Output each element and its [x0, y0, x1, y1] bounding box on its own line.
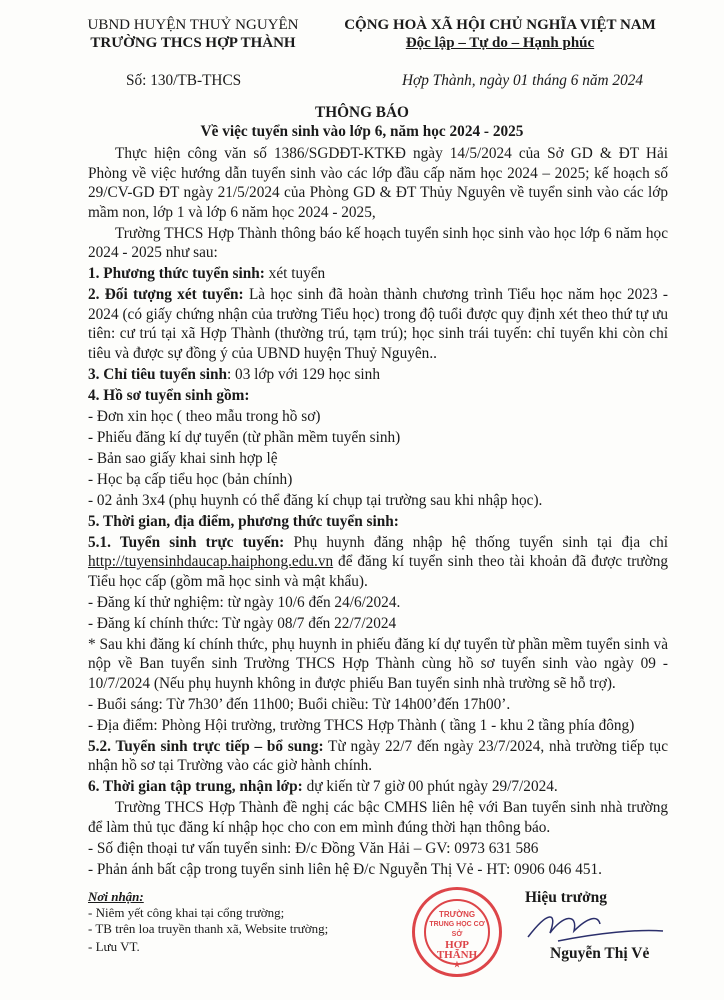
signer-role: Hiệu trưởng: [525, 889, 608, 906]
star-icon: ★: [453, 960, 461, 969]
section-label: 5.1. Tuyển sinh trực tuyến:: [88, 533, 285, 551]
section-label: 4. Hồ sơ tuyển sinh gồm:: [88, 386, 250, 404]
section-2: [88, 285, 668, 363]
signature-area: [88, 887, 668, 979]
seal-text: HỢP THÀNH: [436, 939, 478, 961]
section-label: 5. Thời gian, địa điểm, phương thức tuyển sinh:: [88, 512, 399, 530]
place-date: Hợp Thành, ngày 01 tháng 6 năm 2024: [402, 72, 644, 89]
section-text: dự kiến từ 7 giờ 00 phút ngày 29/7/2024.: [302, 778, 558, 795]
section-4: [88, 386, 668, 406]
section-text: xét tuyển: [264, 265, 326, 282]
document-body: [88, 144, 668, 979]
section-6: [88, 777, 668, 797]
recipient-item: - Niêm yết công khai tại cổng trường;: [88, 905, 285, 920]
contact-feedback: - Phản ánh bất cập trong tuyển sinh liên hệ Đ/c Nguyễn Thị Vẻ - HT: 0906 046 451.: [88, 860, 602, 878]
closing-paragraph: Trường THCS Hợp Thành đề nghị các bậc CMHS liên hệ với Ban tuyển sinh nhà trường để làm thủ tục đăng kí nhập học cho con em mình đúng thời hạn thông báo.: [88, 799, 668, 836]
document-number: Số: 130/TB-THCS: [126, 72, 242, 89]
recipients-label: Nơi nhận:: [88, 889, 144, 904]
section-label: 5.2. Tuyển sinh trực tiếp – bổ sung:: [88, 737, 324, 755]
section-1: [88, 264, 668, 284]
seal-inner: [424, 899, 490, 969]
office-hours: - Buổi sáng: Từ 7h30’ đến 11h00; Buổi chiều: Từ 14h00’đến 17h00’.: [88, 695, 511, 713]
section-label: 1. Phương thức tuyển sinh:: [88, 265, 265, 282]
motto: Độc lập – Tự do – Hạnh phúc: [405, 35, 595, 51]
intro-paragraph: Trường THCS Hợp Thành thông báo kế hoạch tuyển sinh học sinh vào học lớp 6 năm học 2024 - 2025 như sau:: [88, 224, 668, 261]
section-5-2: [88, 737, 668, 776]
signer-name: Nguyễn Thị Vẻ: [550, 945, 650, 962]
intro-paragraph: Thực hiện công văn số 1386/SGDĐT-KTKĐ ngày 14/5/2024 của Sở GD & ĐT Hải Phòng về việc hướng dẫn tuyển sinh vào các lớp đầu cấp năm học 2024 – 2025; kế hoạch số 29/CV-GD ĐT ngày 21/5/2024 của Phòng GD & ĐT Thủy Nguyên về tuyển sinh vào các lớp mầm non, lớp 1 và lớp 6 năm học 2024 - 2025,: [88, 145, 668, 221]
trial-registration: - Đăng kí thử nghiệm: từ ngày 10/6 đến 24/6/2024.: [88, 593, 401, 611]
authority-name: UBND HUYỆN THUỶ NGUYÊN: [87, 17, 299, 33]
list-item: - Học bạ cấp tiểu học (bản chính): [88, 470, 293, 488]
section-label: 3. Chỉ tiêu tuyển sinh: [88, 365, 227, 383]
document-title: THÔNG BÁO: [315, 104, 409, 121]
section-3: [88, 365, 668, 385]
section-text: Phụ huynh đăng nhập hệ thống tuyển sinh tại địa chỉ: [284, 533, 668, 551]
location: - Địa điểm: Phòng Hội trường, trường THCS Hợp Thành ( tầng 1 - khu 2 tầng phía đông): [88, 716, 635, 734]
issuing-authority: [62, 16, 324, 52]
seal-text: TRUNG HỌC CƠ SỞ: [429, 921, 485, 938]
recipient-item: - Lưu VT.: [88, 939, 140, 954]
section-text: Từ ngày 22/7 đến ngày 23/7/2024, nhà trường tiếp tục nhận hồ sơ tại Trường vào các giờ hành chính.: [88, 737, 668, 774]
national-motto: [330, 16, 670, 52]
contact-consulting: - Số điện thoại tư vấn tuyển sinh: Đ/c Đồng Văn Hải – GV: 0973 631 586: [88, 839, 539, 857]
section-text: để đăng kí tuyển sinh theo tài khoản đã được trường Tiểu học cấp (gồm mã học sinh và mật khẩu).: [88, 553, 668, 590]
list-item: - 02 ảnh 3x4 (phụ huynh có thể đăng kí chụp tại trường sau khi nhập học).: [88, 491, 543, 509]
list-item: - Đơn xin học ( theo mẫu trong hồ sơ): [88, 407, 321, 425]
document-subtitle: Về việc tuyển sinh vào lớp 6, năm học 2024 - 2025: [200, 123, 524, 140]
official-registration: - Đăng kí chính thức: Từ ngày 08/7 đến 22/7/2024: [88, 614, 397, 632]
registration-link[interactable]: http://tuyensinhdaucap.haiphong.edu.vn: [88, 553, 334, 570]
seal-text: TRƯỜNG: [438, 910, 476, 919]
section-5-1: [88, 533, 668, 592]
section-label: 2. Đối tượng xét tuyển:: [88, 286, 244, 303]
list-item: - Bản sao giấy khai sinh hợp lệ: [88, 449, 278, 467]
submission-note: * Sau khi đăng kí chính thức, phụ huynh in phiếu đăng kí dự tuyển từ phần mềm tuyển sinh và nộp về Ban tuyển sinh Trường THCS Hợp Thành cùng hồ sơ tuyển sinh vào ngày 09 - 10/7/2024 (Nếu phụ huynh không in được phiếu Ban tuyển sinh nhà trường sẽ hỗ trợ).: [88, 635, 668, 692]
section-label: 6. Thời gian tập trung, nhận lớp:: [88, 778, 303, 795]
section-5: [88, 512, 668, 532]
recipient-item: - TB trên loa truyền thanh xã, Website trường;: [88, 921, 329, 936]
signature-mark: [488, 907, 668, 943]
section-text: Là học sinh đã hoàn thành chương trình Tiểu học năm học 2023 - 2024 (có giấy chứng nhận của trường Tiểu học) trong độ tuổi được quy định xét theo thứ tự ưu tiên: cư trú tại xã Hợp Thành (thường trú, tạm trú); học sinh trái tuyến: chỉ tuyển khi còn chỉ tiêu và được sự đồng ý của UBND huyện Thuỷ Nguyên..: [88, 286, 668, 362]
section-text: : 03 lớp với 129 học sinh: [226, 365, 380, 383]
list-item: - Phiếu đăng kí dự tuyển (từ phần mềm tuyển sinh): [88, 428, 401, 446]
school-name: TRƯỜNG THCS HỢP THÀNH: [90, 35, 296, 51]
country-name: CỘNG HOÀ XÃ HỘI CHỦ NGHĨA VIỆT NAM: [344, 17, 656, 33]
